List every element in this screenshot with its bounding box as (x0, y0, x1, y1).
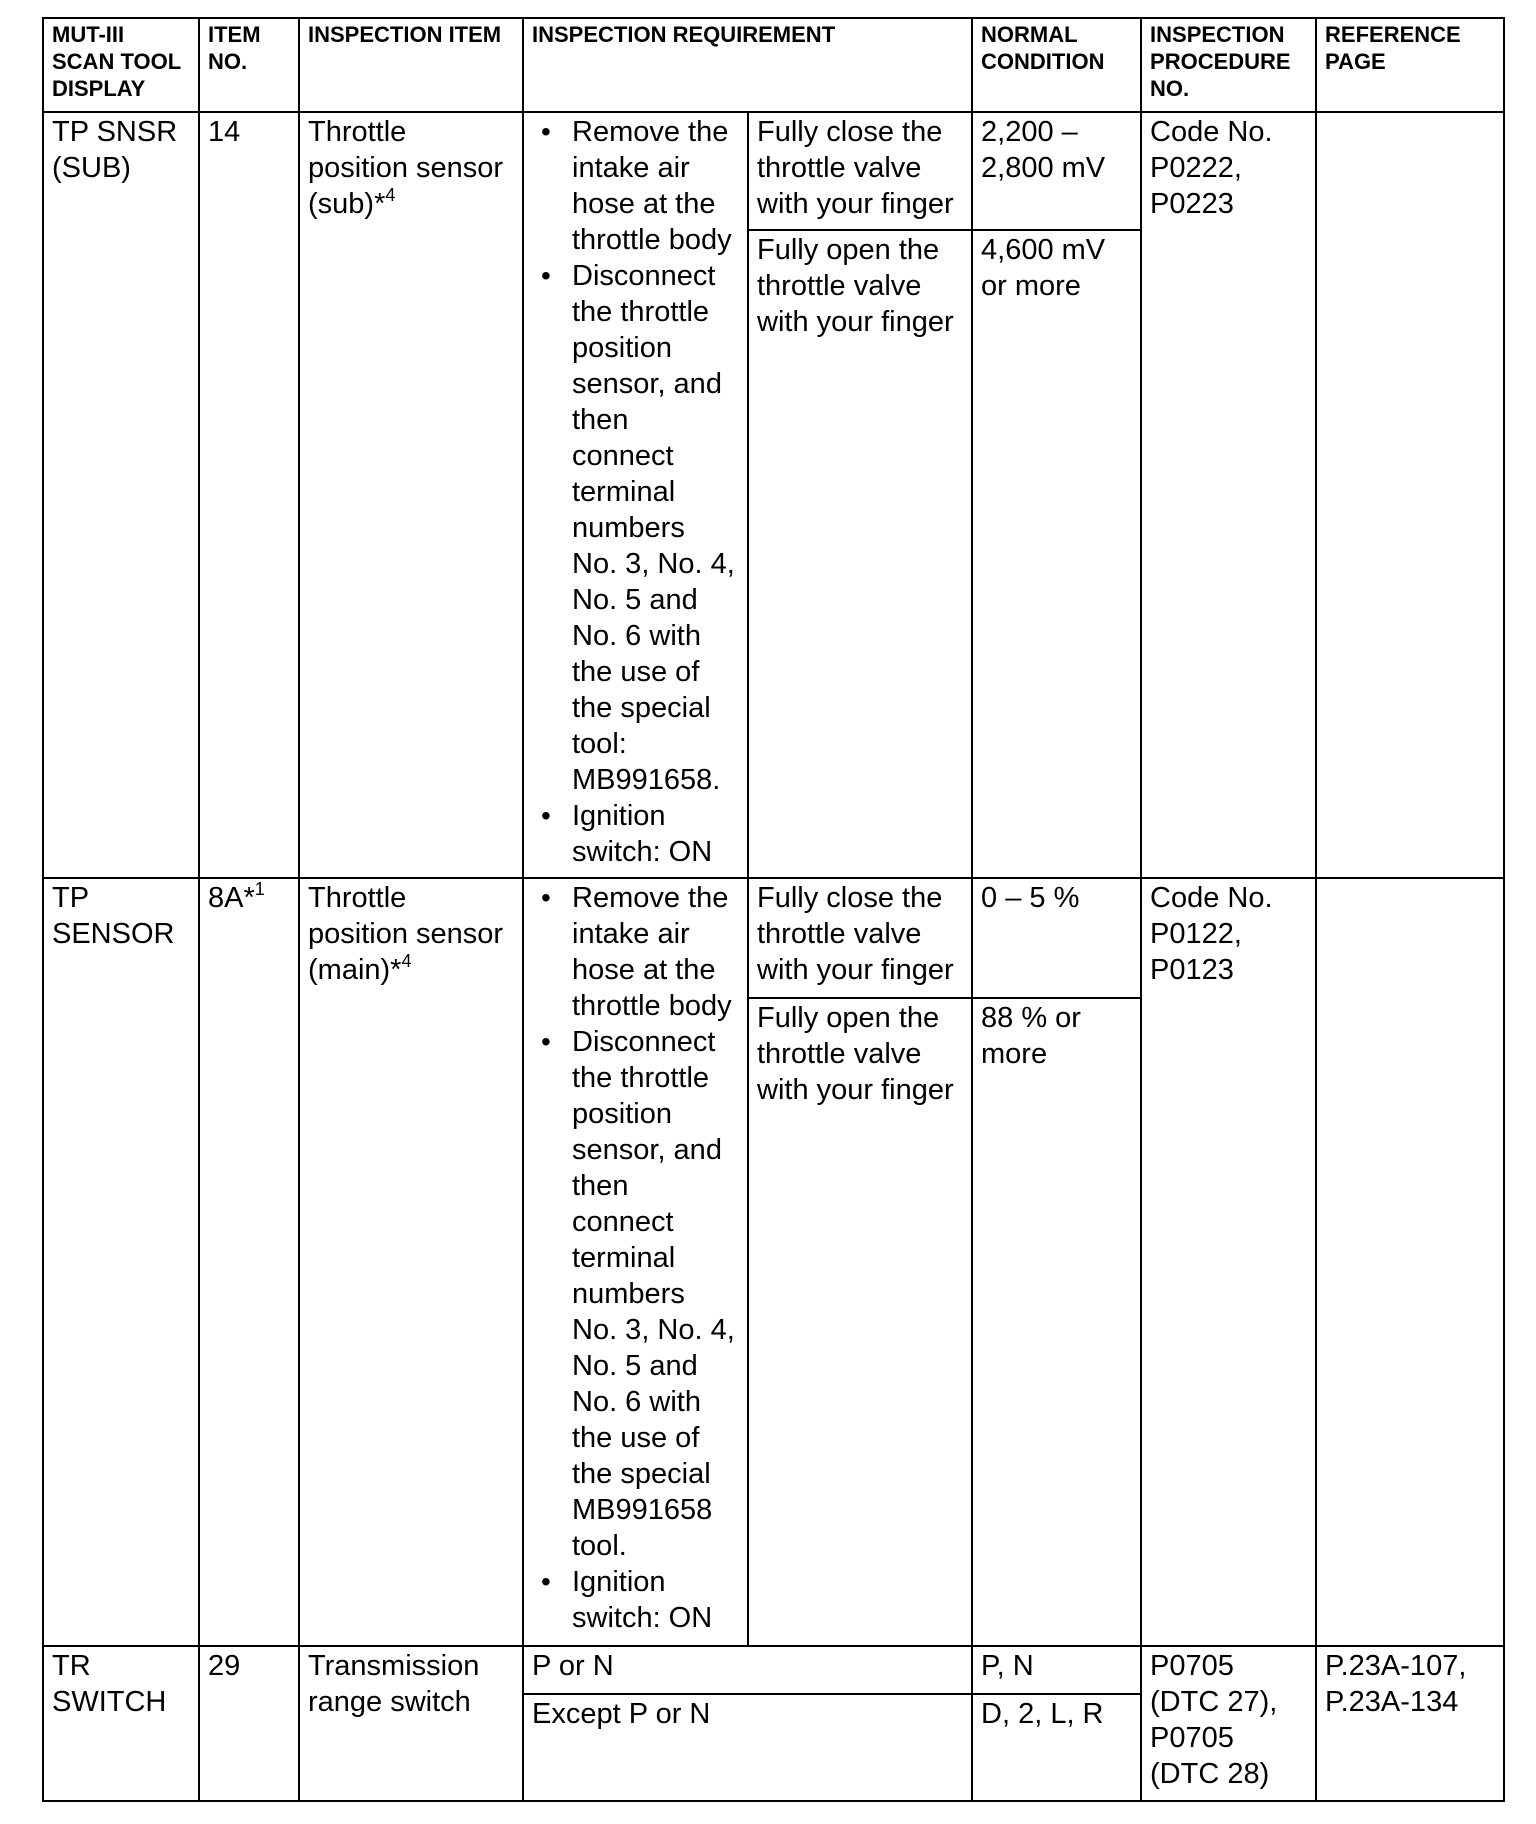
table-row (43, 878, 1504, 998)
normal-condition-cell: P, N (972, 1646, 1141, 1694)
header-reference-page: REFERENCE PAGE (1316, 18, 1504, 112)
header-item-no: ITEM NO. (199, 18, 299, 112)
header-normal-condition: NORMAL CONDITION (972, 18, 1141, 112)
normal-condition-cell: 0 – 5 % (972, 878, 1141, 998)
normal-condition-cell: 2,200 – 2,800 mV (972, 112, 1141, 230)
requirement-list-cell (523, 878, 748, 1646)
procedure-cell: P0705 (DTC 27), P0705 (DTC 28) (1141, 1646, 1316, 1801)
normal-condition-cell: D, 2, L, R (972, 1694, 1141, 1801)
header-inspection-item: INSPECTION ITEM (299, 18, 523, 112)
condition-action-cell: Fully open the throttle valve with your finger (748, 230, 972, 878)
footnote-marker: 4 (385, 185, 396, 205)
header-inspection-requirement: INSPECTION REQUIREMENT (523, 18, 972, 112)
normal-condition-cell: 88 % or more (972, 998, 1141, 1646)
header-display: MUT-III SCAN TOOL DISPLAY (43, 18, 199, 112)
display-cell: TP SNSR (SUB) (43, 112, 199, 878)
procedure-cell: Code No. P0122, P0123 (1141, 878, 1316, 1646)
normal-condition-cell: 4,600 mV or more (972, 230, 1141, 878)
reference-cell: P.23A-107, P.23A-134 (1316, 1646, 1504, 1801)
header-procedure-no: INSPECTION PROCEDURE NO. (1141, 18, 1316, 112)
list-item: • Remove the intake air hose at the throttle body (532, 114, 739, 258)
list-item: • Remove the intake air hose at the throttle body (532, 880, 739, 1024)
list-item: • Ignition switch: ON (532, 798, 739, 870)
inspection-item-cell: Transmission range switch (299, 1646, 523, 1801)
inspection-table (42, 17, 1505, 1802)
display-cell: TP SENSOR (43, 878, 199, 1646)
procedure-cell: Code No. P0222, P0223 (1141, 112, 1316, 878)
item-no-cell: 8A*$^1$ (199, 878, 299, 1646)
list-item: • Disconnect the throttle position sensor, and then connect terminal numbers No. 3, No. 4, No. 5 and No. 6 with the use of the special tool: MB991658. (532, 258, 739, 798)
footnote-marker: 4 (401, 951, 412, 971)
footnote-marker: 1 (254, 879, 265, 899)
inspection-item-cell: Throttle position sensor (sub)*$^4$ (299, 112, 523, 878)
requirement-list-cell (523, 112, 748, 878)
list-item: • Ignition switch: ON (532, 1564, 739, 1636)
reference-cell (1316, 878, 1504, 1646)
condition-action-cell: P or N (523, 1646, 972, 1694)
condition-action-cell: Except P or N (523, 1694, 972, 1801)
condition-action-cell: Fully close the throttle valve with your finger (748, 112, 972, 230)
item-no-cell: 29 (199, 1646, 299, 1801)
table-row (43, 1646, 1504, 1694)
reference-cell (1316, 112, 1504, 878)
list-item: • Disconnect the throttle position sensor, and then connect terminal numbers No. 3, No. 4, No. 5 and No. 6 with the use of the special MB991658 tool. (532, 1024, 739, 1564)
item-no-cell: 14 (199, 112, 299, 878)
header-row (43, 18, 1504, 112)
inspection-item-cell: Throttle position sensor (main)*$^4$ (299, 878, 523, 1646)
condition-action-cell: Fully open the throttle valve with your finger (748, 998, 972, 1646)
display-cell: TR SWITCH (43, 1646, 199, 1801)
table-row (43, 112, 1504, 230)
condition-action-cell: Fully close the throttle valve with your finger (748, 878, 972, 998)
